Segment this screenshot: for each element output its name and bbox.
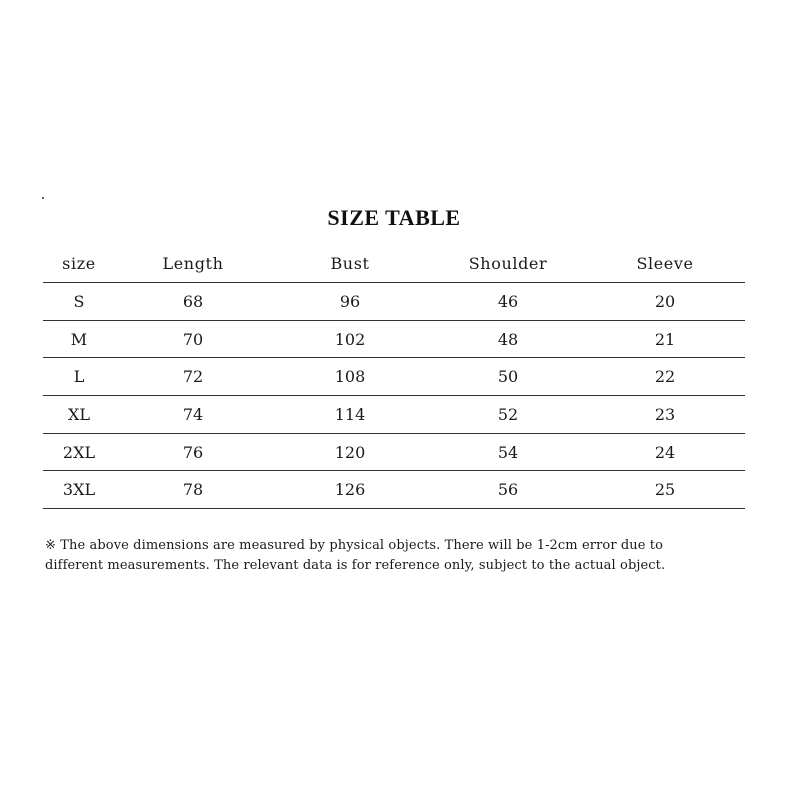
- header-length: Length: [162, 254, 224, 273]
- table-row: [43, 434, 745, 472]
- cell-size: L: [73, 367, 85, 387]
- cell-sleeve: 22: [654, 367, 676, 387]
- cell-bust: 120: [334, 442, 366, 462]
- cell-bust: 108: [334, 367, 366, 387]
- header-bust: Bust: [330, 254, 370, 273]
- cell-length: 70: [182, 329, 204, 349]
- cell-length: 76: [182, 442, 204, 462]
- green-speck: [42, 197, 44, 199]
- table-header-row: [43, 245, 745, 283]
- cell-length: 72: [182, 367, 204, 387]
- cell-bust: 102: [334, 329, 366, 349]
- cell-size: 3XL: [62, 480, 96, 500]
- cell-bust: 126: [334, 480, 366, 500]
- cell-size: 2XL: [62, 442, 96, 462]
- cell-shoulder: 52: [497, 404, 519, 424]
- table-row: [43, 321, 745, 359]
- cell-shoulder: 56: [497, 480, 519, 500]
- measurement-note: [45, 536, 745, 576]
- header-sleeve: Sleeve: [636, 254, 694, 273]
- size-table: [43, 245, 745, 509]
- cell-length: 68: [182, 291, 204, 311]
- cell-sleeve: 20: [654, 291, 676, 311]
- cell-sleeve: 25: [654, 480, 676, 500]
- note-line-2: different measurements. The relevant data is for reference only, subject to the actual object.: [45, 558, 666, 573]
- cell-size: XL: [67, 404, 90, 424]
- cell-length: 78: [182, 480, 204, 500]
- note-line-1: ※ The above dimensions are measured by physical objects. There will be 1-2cm error due to: [45, 538, 664, 553]
- page-title: SIZE TABLE: [327, 205, 461, 230]
- cell-sleeve: 23: [654, 404, 676, 424]
- table-row: [43, 471, 745, 509]
- cell-shoulder: 46: [497, 291, 519, 311]
- cell-size: S: [73, 291, 85, 311]
- table-row: [43, 396, 745, 434]
- table-row: [43, 283, 745, 321]
- cell-size: M: [70, 329, 88, 349]
- cell-bust: 96: [339, 291, 361, 311]
- cell-sleeve: 21: [654, 329, 676, 349]
- cell-bust: 114: [334, 404, 366, 424]
- table-row: [43, 358, 745, 396]
- cell-sleeve: 24: [654, 442, 676, 462]
- cell-shoulder: 50: [497, 367, 519, 387]
- cell-length: 74: [182, 404, 204, 424]
- header-shoulder: Shoulder: [468, 254, 548, 273]
- header-size: size: [62, 254, 96, 273]
- cell-shoulder: 48: [497, 329, 519, 349]
- cell-shoulder: 54: [497, 442, 519, 462]
